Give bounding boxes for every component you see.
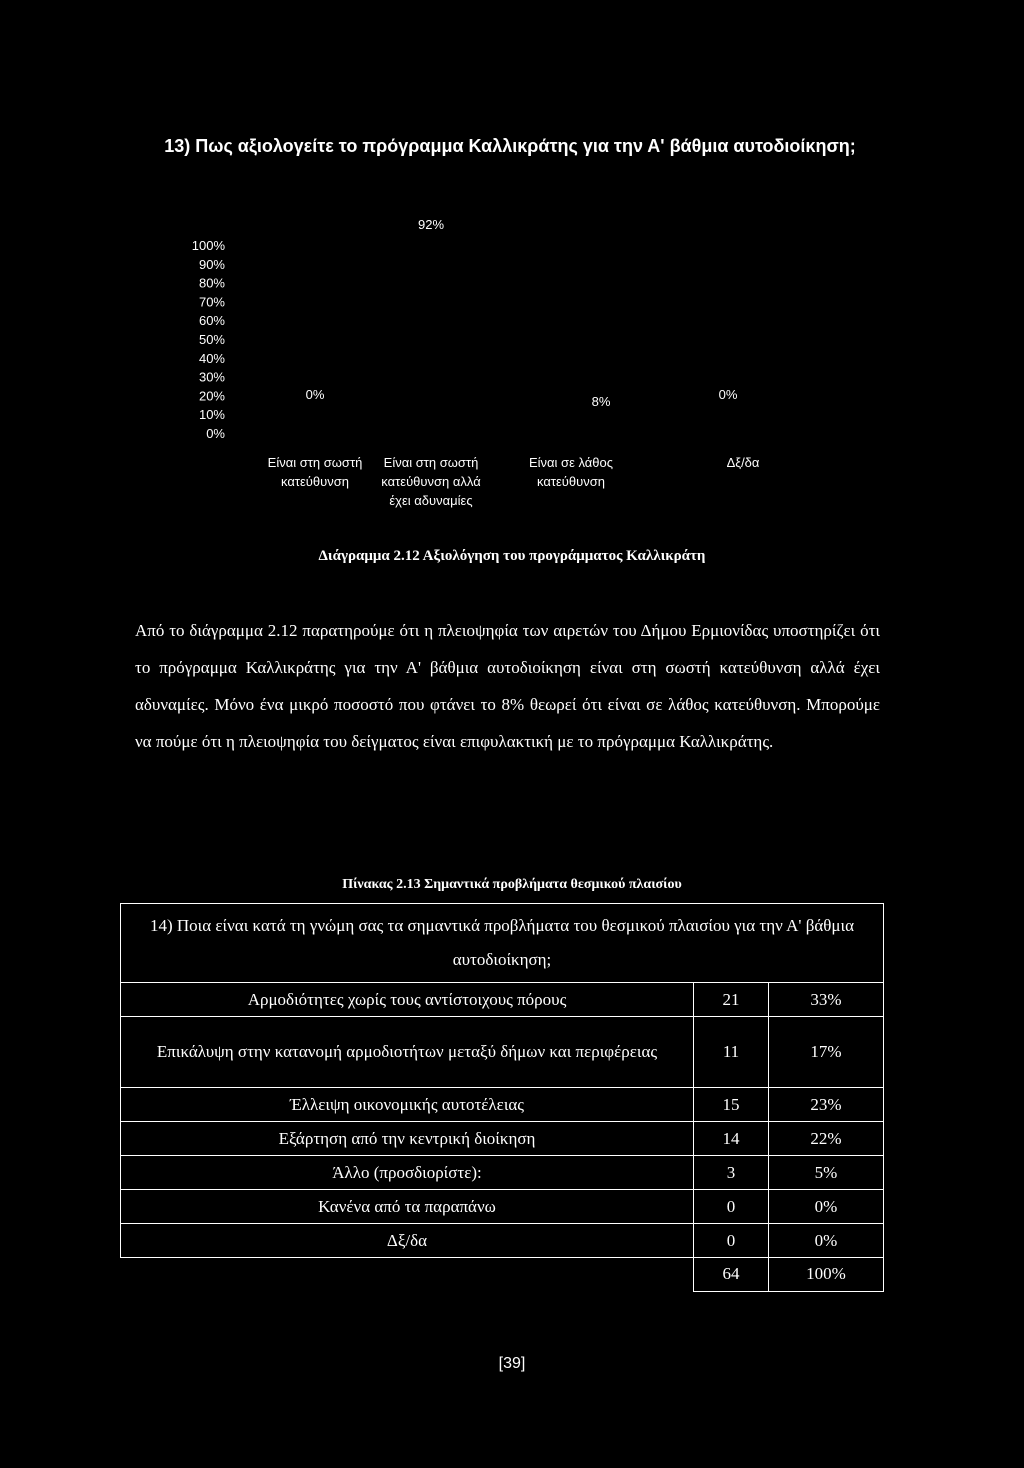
x-tick-label: Δξ/δα [726, 455, 760, 470]
y-tick-label: 30% [198, 369, 225, 385]
data-label: 0% [305, 387, 325, 402]
total-percent: 100% [769, 1258, 884, 1292]
data-label: 0% [718, 387, 738, 402]
y-tick-label: 70% [198, 294, 225, 310]
body-paragraph: Από το διάγραμμα 2.12 παρατηρούμε ότι η πλειοψηφία των αιρετών του Δήμου Ερμιονίδας υποστηρίζει ότι το πρόγραμμα Καλλικράτης για την Α' βάθμια αυτοδιοίκηση είναι στη σωστή κατεύθυνση αλλά έχει αδυναμίες. Μόνο ένα μικρό ποσοστό που φτάνει το 8% θεωρεί ότι είναι σε λάθος κατεύθυνση. Μπορούμε να πούμε ότι η πλειοψηφία του δείγματος είναι επιφυλακτική με το πρόγραμμα Καλλικράτης. [135, 621, 880, 751]
row-label: Άλλο (προσδιορίστε): [121, 1156, 694, 1190]
y-tick-label: 50% [198, 332, 225, 347]
row-count: 3 [694, 1156, 769, 1190]
chart-title: 13) Πως αξιολογείτε το πρόγραμμα Καλλικράτης για την Α' βάθμια αυτοδιοίκηση; [164, 136, 856, 156]
table-row [121, 1088, 884, 1122]
row-percent: 33% [769, 983, 884, 1017]
row-count: 14 [694, 1122, 769, 1156]
row-percent: 0% [769, 1190, 884, 1224]
row-count: 0 [694, 1224, 769, 1258]
row-count: 21 [694, 983, 769, 1017]
bar [396, 260, 466, 433]
row-count: 11 [694, 1017, 769, 1088]
y-tick-label: 40% [198, 350, 225, 366]
bar [536, 418, 606, 433]
table-row [121, 1224, 884, 1258]
table-caption: Πίνακας 2.13 Σημαντικά προβλήματα θεσμικού πλαισίου [342, 877, 682, 892]
row-label: Δξ/δα [121, 1224, 694, 1258]
row-label: Εξάρτηση από την κεντρική διοίκηση [121, 1122, 694, 1156]
row-label: Κανένα από τα παραπάνω [121, 1190, 694, 1224]
row-percent: 22% [769, 1122, 884, 1156]
problems-table [120, 903, 884, 1292]
y-tick-label: 20% [198, 388, 225, 404]
row-label: Έλλειψη οικονομικής αυτοτέλειας [121, 1088, 694, 1122]
row-percent: 0% [769, 1224, 884, 1258]
row-percent: 5% [769, 1156, 884, 1190]
bars [396, 260, 606, 433]
row-percent: 17% [769, 1017, 884, 1088]
y-axis-ticks [192, 238, 226, 441]
x-tick-label: Είναι στη σωστή [267, 455, 363, 470]
table-row [121, 1122, 884, 1156]
x-tick-label: κατεύθυνση [537, 474, 605, 489]
data-label: 92% [417, 217, 445, 232]
table-header-row [121, 904, 884, 983]
x-tick-label: κατεύθυνση αλλά [381, 474, 481, 489]
table-question: 14) Ποια είναι κατά τη γνώμη σας τα σημαντικά προβλήματα του θεσμικού πλαισίου για την Α' βάθμια αυτοδιοίκηση; [121, 904, 884, 983]
x-tick-label: Είναι στη σωστή [383, 455, 479, 470]
table-row [121, 1156, 884, 1190]
total-blank [121, 1258, 694, 1292]
row-count: 15 [694, 1088, 769, 1122]
row-count: 0 [694, 1190, 769, 1224]
x-axis-labels [268, 455, 760, 508]
bar-chart [0, 0, 1024, 530]
x-tick-label: κατεύθυνση [281, 474, 349, 489]
table-row [121, 1190, 884, 1224]
page-number: [39] [498, 1355, 526, 1372]
y-tick-label: 100% [191, 238, 225, 253]
row-label: Επικάλυψη στην κατανομή αρμοδιοτήτων μεταξύ δήμων και περιφέρειας [121, 1017, 694, 1088]
y-tick-label: 0% [206, 426, 225, 441]
table-row [121, 1017, 884, 1088]
table-total-row [121, 1258, 884, 1292]
y-tick-label: 10% [198, 407, 225, 423]
data-labels [306, 217, 738, 409]
data-label: 8% [591, 393, 611, 409]
total-count: 64 [694, 1258, 769, 1292]
y-tick-label: 90% [198, 256, 225, 272]
x-tick-label: Είναι σε λάθος [528, 455, 614, 470]
y-tick-label: 80% [198, 275, 225, 291]
y-tick-label: 60% [198, 313, 225, 329]
diagram-caption: Διάγραμμα 2.12 Αξιολόγηση του προγράμματος Καλλικράτη [318, 548, 706, 564]
row-label: Αρμοδιότητες χωρίς τους αντίστοιχους πόρους [121, 983, 694, 1017]
table-row [121, 983, 884, 1017]
row-percent: 23% [769, 1088, 884, 1122]
x-tick-label: έχει αδυναμίες [389, 493, 473, 508]
